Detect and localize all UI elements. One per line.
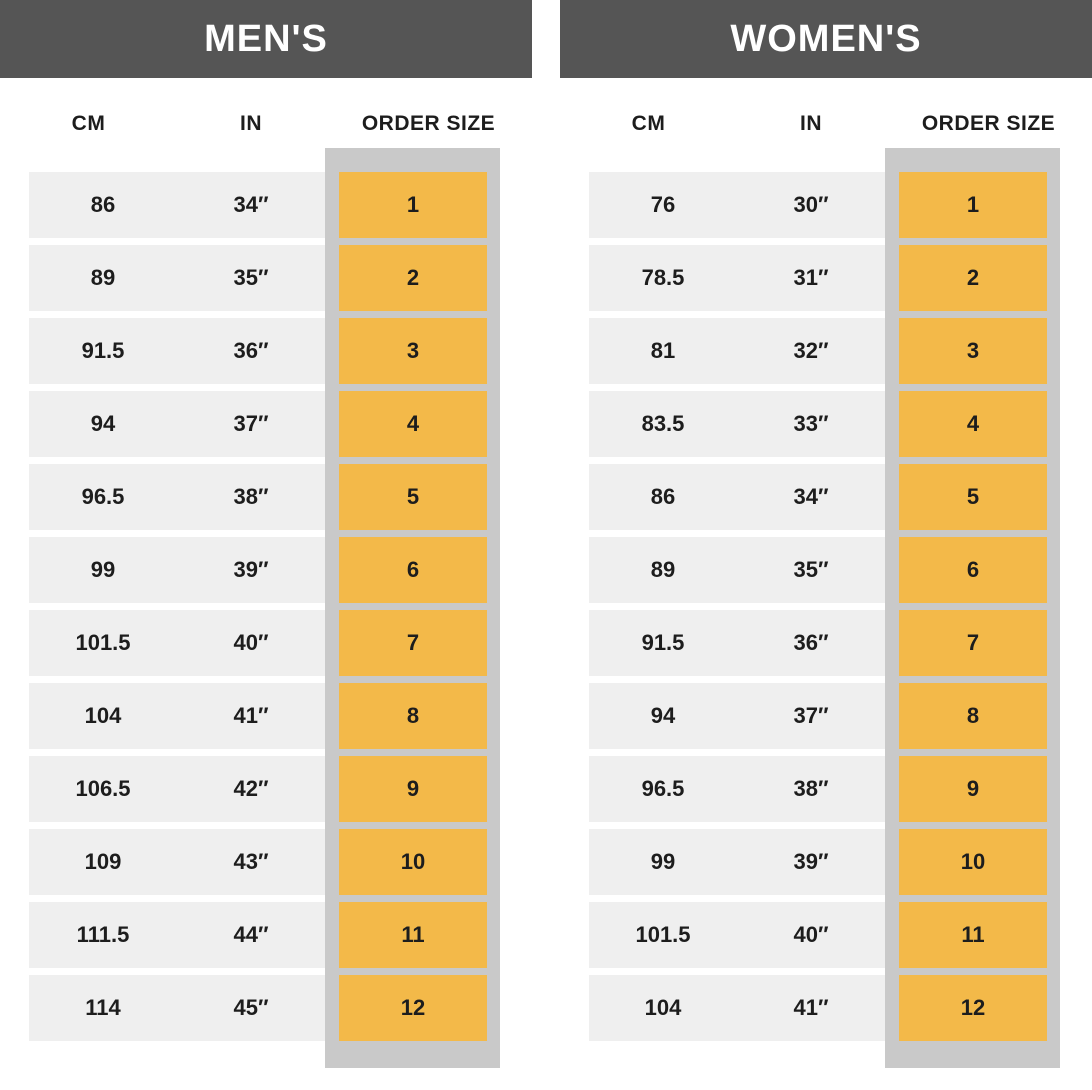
table-cell: 89 xyxy=(29,245,177,311)
table-cell: 41″ xyxy=(737,975,885,1041)
table-cell: 6 xyxy=(899,537,1047,603)
table-cell: 12 xyxy=(899,975,1047,1041)
table-cell: 35″ xyxy=(737,537,885,603)
womens-order-size-column xyxy=(885,160,1092,1048)
table-cell: 31″ xyxy=(737,245,885,311)
table-cell: 81 xyxy=(589,318,737,384)
table-cell: 94 xyxy=(589,683,737,749)
womens-header-cm: CM xyxy=(631,112,666,135)
table-cell: 76 xyxy=(589,172,737,238)
table-cell: 36″ xyxy=(177,318,325,384)
table-cell: 12 xyxy=(339,975,487,1041)
mens-column-headers xyxy=(0,78,532,148)
table-cell: 3 xyxy=(899,318,1047,384)
table-cell: 30″ xyxy=(737,172,885,238)
table-cell: 101.5 xyxy=(29,610,177,676)
table-cell: 39″ xyxy=(737,829,885,895)
table-cell: 89 xyxy=(589,537,737,603)
mens-panel-title: MEN'S xyxy=(0,0,532,78)
table-cell: 106.5 xyxy=(29,756,177,822)
table-cell: 96.5 xyxy=(29,464,177,530)
womens-header-order-size: ORDER SIZE xyxy=(921,112,1056,135)
table-cell: 99 xyxy=(29,537,177,603)
table-cell: 11 xyxy=(899,902,1047,968)
womens-rows-area xyxy=(560,148,1092,1048)
table-cell: 94 xyxy=(29,391,177,457)
table-cell: 78.5 xyxy=(589,245,737,311)
table-cell: 42″ xyxy=(177,756,325,822)
table-cell: 40″ xyxy=(737,902,885,968)
mens-order-size-column xyxy=(325,160,532,1048)
mens-header-cm: CM xyxy=(71,112,106,135)
table-cell: 11 xyxy=(339,902,487,968)
table-cell: 32″ xyxy=(737,318,885,384)
womens-cm-column xyxy=(560,160,737,1048)
table-cell: 2 xyxy=(899,245,1047,311)
table-cell: 86 xyxy=(29,172,177,238)
table-cell: 34″ xyxy=(737,464,885,530)
mens-panel xyxy=(0,0,532,1090)
table-cell: 39″ xyxy=(177,537,325,603)
table-cell: 91.5 xyxy=(589,610,737,676)
table-cell: 8 xyxy=(899,683,1047,749)
table-cell: 7 xyxy=(899,610,1047,676)
table-cell: 1 xyxy=(899,172,1047,238)
table-cell: 10 xyxy=(339,829,487,895)
table-cell: 35″ xyxy=(177,245,325,311)
table-cell: 3 xyxy=(339,318,487,384)
table-cell: 38″ xyxy=(737,756,885,822)
table-cell: 5 xyxy=(899,464,1047,530)
table-cell: 34″ xyxy=(177,172,325,238)
table-cell: 99 xyxy=(589,829,737,895)
table-cell: 96.5 xyxy=(589,756,737,822)
table-cell: 36″ xyxy=(737,610,885,676)
table-cell: 44″ xyxy=(177,902,325,968)
table-cell: 5 xyxy=(339,464,487,530)
table-cell: 9 xyxy=(899,756,1047,822)
womens-column-headers xyxy=(560,78,1092,148)
table-cell: 8 xyxy=(339,683,487,749)
mens-in-column xyxy=(177,160,325,1048)
table-cell: 104 xyxy=(589,975,737,1041)
mens-header-order-size: ORDER SIZE xyxy=(361,112,496,135)
table-cell: 37″ xyxy=(737,683,885,749)
table-cell: 109 xyxy=(29,829,177,895)
table-cell: 38″ xyxy=(177,464,325,530)
table-cell: 2 xyxy=(339,245,487,311)
mens-cm-column xyxy=(0,160,177,1048)
table-cell: 4 xyxy=(339,391,487,457)
table-cell: 4 xyxy=(899,391,1047,457)
table-cell: 114 xyxy=(29,975,177,1041)
table-cell: 104 xyxy=(29,683,177,749)
table-cell: 9 xyxy=(339,756,487,822)
table-cell: 41″ xyxy=(177,683,325,749)
table-cell: 45″ xyxy=(177,975,325,1041)
table-cell: 10 xyxy=(899,829,1047,895)
table-cell: 101.5 xyxy=(589,902,737,968)
table-cell: 86 xyxy=(589,464,737,530)
table-cell: 6 xyxy=(339,537,487,603)
womens-panel-title: WOMEN'S xyxy=(560,0,1092,78)
table-cell: 1 xyxy=(339,172,487,238)
table-cell: 7 xyxy=(339,610,487,676)
mens-rows-area xyxy=(0,148,532,1048)
mens-header-in: IN xyxy=(240,112,262,135)
womens-header-in: IN xyxy=(800,112,822,135)
table-cell: 91.5 xyxy=(29,318,177,384)
womens-panel xyxy=(560,0,1092,1090)
table-cell: 43″ xyxy=(177,829,325,895)
womens-in-column xyxy=(737,160,885,1048)
table-cell: 37″ xyxy=(177,391,325,457)
table-cell: 111.5 xyxy=(29,902,177,968)
table-cell: 33″ xyxy=(737,391,885,457)
table-cell: 83.5 xyxy=(589,391,737,457)
table-cell: 40″ xyxy=(177,610,325,676)
